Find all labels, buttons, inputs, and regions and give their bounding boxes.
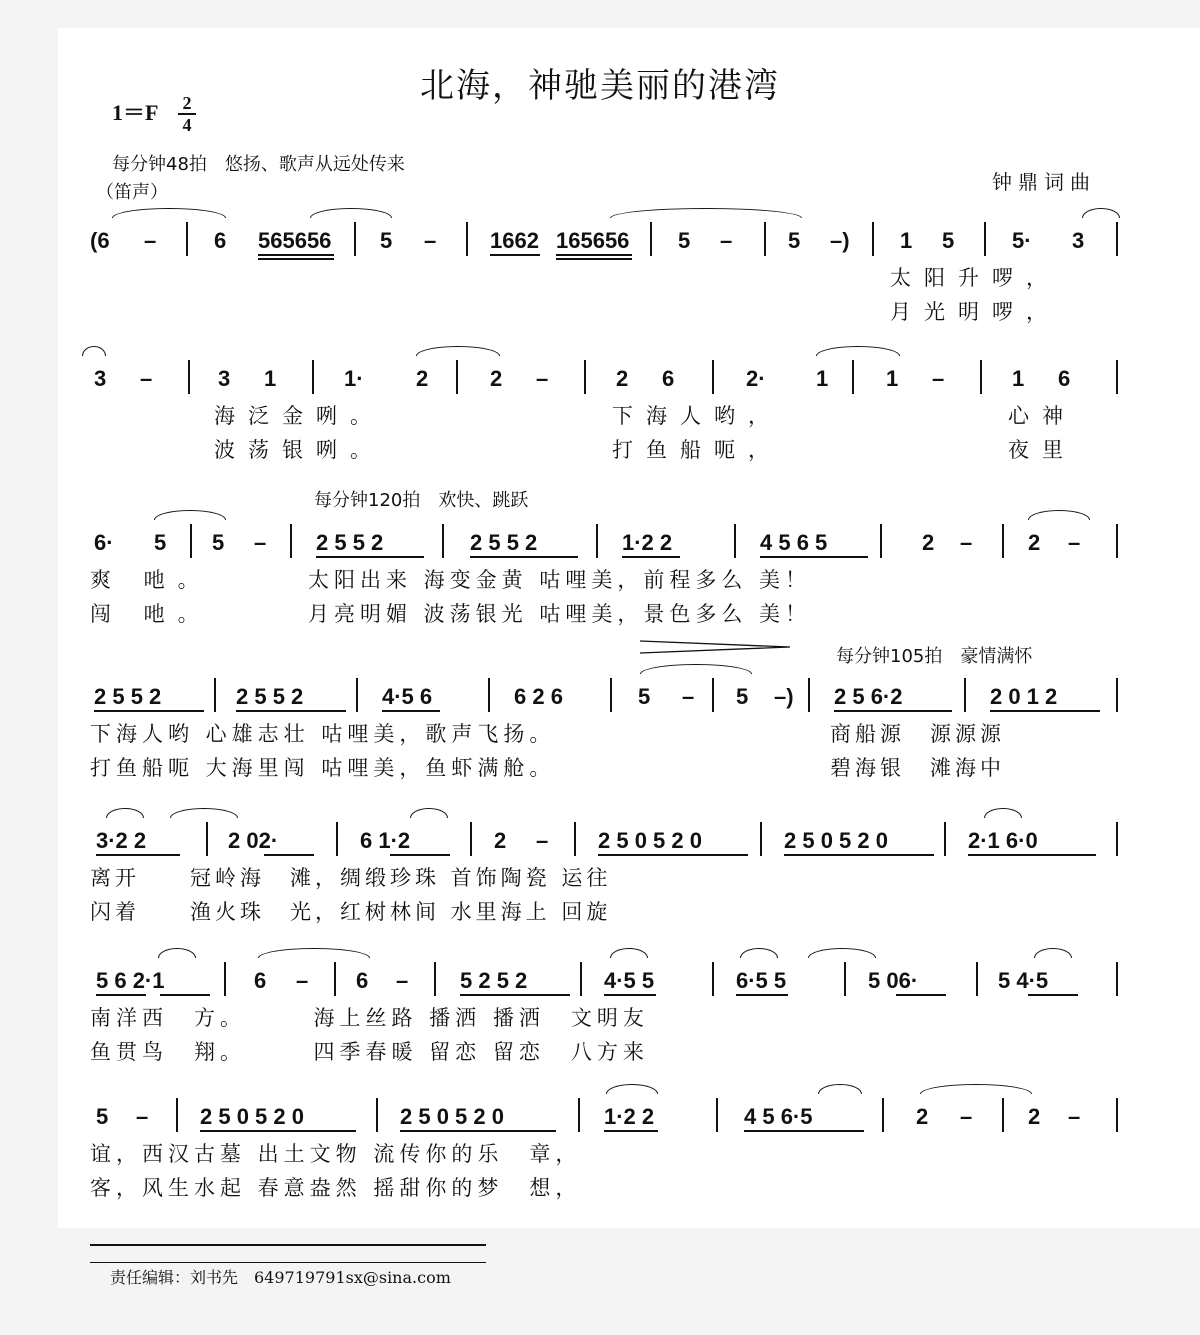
author-credit: 钟鼎词曲 — [992, 170, 1096, 194]
note-group: 4·5 5 — [604, 968, 655, 993]
note-group: 6 1·2 — [360, 828, 411, 853]
lyrics-verse-2a: 闯 吔。 — [90, 602, 212, 626]
key-label: 1＝F — [112, 100, 159, 125]
lyrics-verse-2: 波荡银咧。 — [214, 438, 384, 462]
dash: – — [682, 684, 695, 709]
note: 2 — [922, 530, 935, 555]
note-group: 5 06· — [868, 968, 919, 993]
lyrics-verse-2: 客，风生水起 春意盎然 摇甜你的梦 想， — [90, 1176, 582, 1200]
dash: – — [932, 366, 945, 391]
note-group: 5 4·5 — [998, 968, 1049, 993]
dash: – — [536, 828, 549, 853]
note-group: 1·2 2 — [604, 1104, 655, 1129]
note: 2 — [490, 366, 503, 391]
lyrics-verse-1: 下海人哟 心雄志壮 咕哩美，歌声飞扬。 — [90, 722, 556, 746]
dash: – — [144, 228, 157, 253]
note-group: 2 5 5 2 — [316, 530, 384, 555]
note: 3 — [218, 366, 231, 391]
note: 5 — [638, 684, 651, 709]
diminuendo-mark — [640, 640, 790, 654]
dash: – — [720, 228, 733, 253]
song-title: 北海，神驰美丽的港湾 — [420, 66, 780, 106]
note-group: 5 6 2·1 — [96, 968, 165, 993]
note: 5 — [788, 228, 801, 253]
dash: – — [1068, 1104, 1081, 1129]
lyrics-verse-1b: 商船源 源源源 — [830, 722, 1005, 746]
lyrics-verse-1c: 心神 — [1008, 404, 1076, 428]
note-group: 4·5 6 — [382, 684, 433, 709]
lyrics-verse-1: 南洋西 方。 海上丝路 播洒 播洒 文明友 — [90, 1006, 649, 1030]
note: 5 — [380, 228, 393, 253]
note-group: 1·2 2 — [622, 530, 673, 555]
lyrics-verse-2b: 碧海银 滩海中 — [830, 756, 1005, 780]
dash: – — [960, 1104, 973, 1129]
note: 5· — [1012, 228, 1032, 253]
note-group: 4 5 6·5 — [744, 1104, 813, 1129]
note: 3 — [94, 366, 107, 391]
note-group: 2 0 1 2 — [990, 684, 1058, 709]
note-group: 2 5 0 5 2 0 — [200, 1104, 304, 1129]
note: (6 — [90, 228, 110, 253]
dash: – — [136, 1104, 149, 1129]
lyrics-verse-2c: 夜里 — [1008, 438, 1076, 462]
note: 165656 — [556, 228, 630, 253]
note-group: 2 02· — [228, 828, 279, 853]
dash: – — [254, 530, 267, 555]
note-group: 2 5 5 2 — [470, 530, 538, 555]
dash: – — [424, 228, 437, 253]
note: 2 — [1028, 1104, 1041, 1129]
note-group: 2·1 6·0 — [968, 828, 1038, 853]
notes-row — [90, 358, 1118, 398]
note: 1· — [344, 366, 364, 391]
lyrics-verse-2: 闪着 渔火珠 光，红树林间 水里海上 回旋 — [90, 900, 612, 924]
flute-marking: （笛声） — [96, 182, 168, 203]
note: 3 — [1072, 228, 1085, 253]
note-group: 5 2 5 2 — [460, 968, 528, 993]
note: 2 — [616, 366, 629, 391]
dash: – — [536, 366, 549, 391]
dash: – — [396, 968, 409, 993]
dash: –) — [774, 684, 794, 709]
note: 5 — [96, 1104, 109, 1129]
note: 5 — [942, 228, 955, 253]
notes-row — [90, 522, 1118, 562]
note: 2· — [746, 366, 766, 391]
note: 6 — [214, 228, 227, 253]
editor-credit: 责任编辑：刘书先 649719791sx@sina.com — [110, 1268, 451, 1287]
note: 1 — [886, 366, 899, 391]
note: 5 — [212, 530, 225, 555]
note: 1 — [816, 366, 829, 391]
tempo-late: 每分钟105拍 豪情满怀 — [836, 646, 1033, 667]
dash: – — [296, 968, 309, 993]
key-signature — [112, 93, 192, 135]
time-top: 2 — [182, 93, 192, 113]
note: 2 — [1028, 530, 1041, 555]
note: 6 — [1058, 366, 1071, 391]
dash: –) — [830, 228, 850, 253]
dash: – — [140, 366, 153, 391]
note: 6 — [662, 366, 675, 391]
note: 6 — [254, 968, 267, 993]
note: 1662 — [490, 228, 539, 253]
lyrics-verse-2: 鱼贯鸟 翔。 四季春暖 留恋 留恋 八方来 — [90, 1040, 649, 1064]
lyrics-verse-2b: 打鱼船呃， — [612, 438, 782, 462]
note: 6· — [94, 530, 114, 555]
note-group: 2 5 6·2 — [834, 684, 903, 709]
lyrics-verse-1: 太阳出来 海变金黄 咕哩美，前程多么 美！ — [308, 568, 812, 592]
time-signature — [178, 94, 196, 134]
footer-underline — [90, 1262, 486, 1263]
lyrics-verse-1: 离开 冠岭海 滩，绸缎珍珠 首饰陶瓷 运往 — [90, 866, 612, 890]
note: 1 — [900, 228, 913, 253]
note: 5 — [736, 684, 749, 709]
dash: – — [960, 530, 973, 555]
dash: – — [1068, 530, 1081, 555]
lyrics-verse-1: 太阳升啰， — [890, 266, 1060, 290]
note: 2 — [916, 1104, 929, 1129]
note: 565656 — [258, 228, 332, 253]
note: 5 — [154, 530, 167, 555]
note-group: 3·2 2 — [96, 828, 147, 853]
note: 5 — [678, 228, 691, 253]
note-group: 6·5 5 — [736, 968, 787, 993]
tempo-intro: 每分钟48拍 悠扬、歌声从远处传来 — [112, 154, 405, 175]
note-group: 2 5 5 2 — [236, 684, 304, 709]
note: 2 — [494, 828, 507, 853]
note-group: 6 2 6 — [514, 684, 563, 709]
note: 2 — [416, 366, 429, 391]
note-group: 2 5 0 5 2 0 — [784, 828, 888, 853]
note-group: 2 5 0 5 2 0 — [400, 1104, 504, 1129]
tempo-mid: 每分钟120拍 欢快、跳跃 — [314, 490, 529, 511]
lyrics-verse-1a: 爽 吔。 — [90, 568, 212, 592]
note-group: 4 5 6 5 — [760, 530, 828, 555]
note: 1 — [264, 366, 277, 391]
lyrics-verse-2: 打鱼船呃 大海里闯 咕哩美，鱼虾满舱。 — [90, 756, 556, 780]
note: 1 — [1012, 366, 1025, 391]
lyrics-verse-1b: 下海人哟， — [612, 404, 782, 428]
time-bottom: 4 — [182, 115, 192, 135]
lyrics-verse-2: 月亮明媚 波荡银光 咕哩美，景色多么 美！ — [308, 602, 812, 626]
lyrics-verse-1: 海泛金咧。 — [214, 404, 384, 428]
note-group: 2 5 0 5 2 0 — [598, 828, 702, 853]
lyrics-verse-1: 谊，西汉古墓 出土文物 流传你的乐 章， — [90, 1142, 582, 1166]
lyrics-verse-2: 月光明啰， — [890, 300, 1060, 324]
note: 6 — [356, 968, 369, 993]
note-group: 2 5 5 2 — [94, 684, 162, 709]
footer-divider — [90, 1244, 486, 1246]
